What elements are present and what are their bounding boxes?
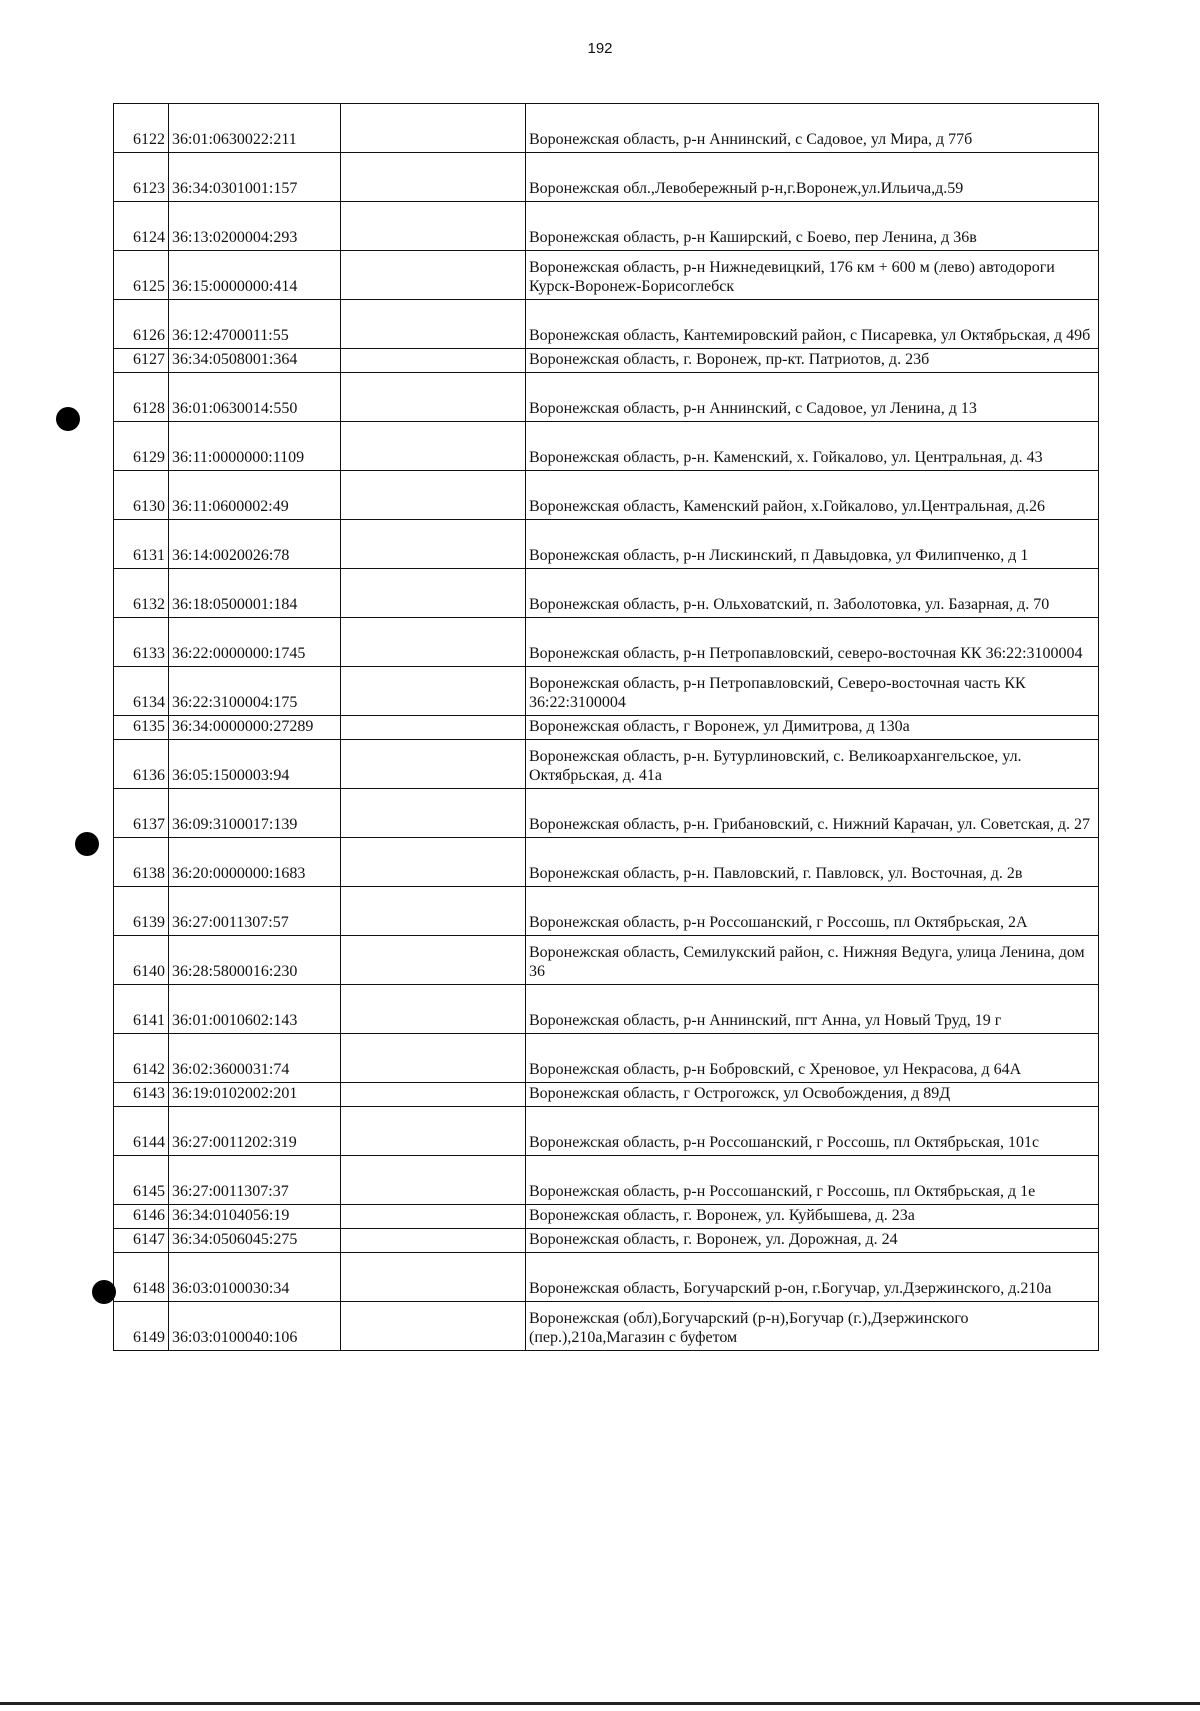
registry-table (113, 103, 1099, 1351)
table-row (114, 1205, 1099, 1229)
cadastral-number: 36:03:0100030:34 (169, 1253, 341, 1302)
row-number: 6122 (114, 104, 169, 153)
empty-cell (341, 104, 526, 153)
row-number: 6143 (114, 1083, 169, 1107)
address-cell: Воронежская область, Каменский район, х.Гойкалово, ул.Центральная, д.26 (526, 471, 1099, 520)
table-row (114, 1083, 1099, 1107)
address-cell: Воронежская область, р-н Аннинский, с Садовое, ул Мира, д 77б (526, 104, 1099, 153)
address-cell: Воронежская область, г. Воронеж, ул. Дорожная, д. 24 (526, 1229, 1099, 1253)
address-cell: Воронежская область, Богучарский р-он, г.Богучар, ул.Дзержинского, д.210а (526, 1253, 1099, 1302)
address-cell: Воронежская область, р-н Лискинский, п Давыдовка, ул Филипченко, д 1 (526, 520, 1099, 569)
row-number: 6136 (114, 740, 169, 789)
scan-edge-line (0, 1702, 1200, 1705)
table-row (114, 1302, 1099, 1351)
empty-cell (341, 1302, 526, 1351)
table-row (114, 618, 1099, 667)
address-cell: Воронежская область, р-н Россошанский, г Россошь, пл Октябрьская, 2А (526, 887, 1099, 936)
cadastral-number: 36:34:0104056:19 (169, 1205, 341, 1229)
cadastral-number: 36:11:0600002:49 (169, 471, 341, 520)
row-number: 6141 (114, 985, 169, 1034)
empty-cell (341, 349, 526, 373)
table-row (114, 789, 1099, 838)
row-number: 6145 (114, 1156, 169, 1205)
cadastral-number: 36:34:0508001:364 (169, 349, 341, 373)
empty-cell (341, 838, 526, 887)
cadastral-number: 36:27:0011202:319 (169, 1107, 341, 1156)
table-row (114, 422, 1099, 471)
row-number: 6132 (114, 569, 169, 618)
cadastral-number: 36:01:0630022:211 (169, 104, 341, 153)
empty-cell (341, 1107, 526, 1156)
address-cell: Воронежская область, г Острогожск, ул Освобождения, д 89Д (526, 1083, 1099, 1107)
row-number: 6124 (114, 202, 169, 251)
address-cell: Воронежская область, р-н. Грибановский, с. Нижний Карачан, ул. Советская, д. 27 (526, 789, 1099, 838)
row-number: 6133 (114, 618, 169, 667)
address-cell: Воронежская область, р-н Петропавловский, северо-восточная КК 36:22:3100004 (526, 618, 1099, 667)
address-cell: Воронежская (обл),Богучарский (р-н),Богучар (г.),Дзержинского (пер.),210а,Магазин с буфетом (526, 1302, 1099, 1351)
address-cell: Воронежская область, р-н. Каменский, х. Гойкалово, ул. Центральная, д. 43 (526, 422, 1099, 471)
table-row (114, 1034, 1099, 1083)
empty-cell (341, 373, 526, 422)
address-cell: Воронежская область, г. Воронеж, ул. Куйбышева, д. 23а (526, 1205, 1099, 1229)
address-cell: Воронежская область, р-н. Бутурлиновский, с. Великоархангельское, ул. Октябрьская, д. 41а (526, 740, 1099, 789)
cadastral-number: 36:22:3100004:175 (169, 667, 341, 716)
table-row (114, 104, 1099, 153)
cadastral-number: 36:05:1500003:94 (169, 740, 341, 789)
table-row (114, 520, 1099, 569)
cadastral-number: 36:27:0011307:57 (169, 887, 341, 936)
table-row (114, 1229, 1099, 1253)
table-row (114, 1107, 1099, 1156)
address-cell: Воронежская область, р-н Россошанский, г Россошь, пл Октябрьская, д 1е (526, 1156, 1099, 1205)
empty-cell (341, 740, 526, 789)
empty-cell (341, 202, 526, 251)
address-cell: Воронежская обл.,Левобережный р-н,г.Воронеж,ул.Ильича,д.59 (526, 153, 1099, 202)
cadastral-number: 36:02:3600031:74 (169, 1034, 341, 1083)
empty-cell (341, 569, 526, 618)
table-row (114, 153, 1099, 202)
punch-hole-mark (56, 407, 80, 431)
table-row (114, 373, 1099, 422)
cadastral-number: 36:01:0010602:143 (169, 985, 341, 1034)
empty-cell (341, 153, 526, 202)
empty-cell (341, 422, 526, 471)
row-number: 6146 (114, 1205, 169, 1229)
row-number: 6125 (114, 251, 169, 300)
cadastral-number: 36:34:0506045:275 (169, 1229, 341, 1253)
row-number: 6123 (114, 153, 169, 202)
empty-cell (341, 936, 526, 985)
empty-cell (341, 520, 526, 569)
empty-cell (341, 789, 526, 838)
cadastral-number: 36:03:0100040:106 (169, 1302, 341, 1351)
cadastral-number: 36:34:0000000:27289 (169, 716, 341, 740)
table-row (114, 667, 1099, 716)
table-row (114, 887, 1099, 936)
cadastral-number: 36:14:0020026:78 (169, 520, 341, 569)
row-number: 6126 (114, 300, 169, 349)
table-row (114, 1156, 1099, 1205)
cadastral-number: 36:19:0102002:201 (169, 1083, 341, 1107)
address-cell: Воронежская область, р-н Аннинский, с Садовое, ул Ленина, д 13 (526, 373, 1099, 422)
cadastral-number: 36:01:0630014:550 (169, 373, 341, 422)
cadastral-number: 36:12:4700011:55 (169, 300, 341, 349)
empty-cell (341, 1083, 526, 1107)
table-row (114, 202, 1099, 251)
address-cell: Воронежская область, г. Воронеж, пр-кт. Патриотов, д. 23б (526, 349, 1099, 373)
empty-cell (341, 251, 526, 300)
row-number: 6127 (114, 349, 169, 373)
punch-hole-mark (75, 832, 99, 856)
empty-cell (341, 667, 526, 716)
row-number: 6148 (114, 1253, 169, 1302)
empty-cell (341, 716, 526, 740)
empty-cell (341, 985, 526, 1034)
cadastral-number: 36:11:0000000:1109 (169, 422, 341, 471)
address-cell: Воронежская область, г Воронеж, ул Димитрова, д 130а (526, 716, 1099, 740)
table-row (114, 1253, 1099, 1302)
empty-cell (341, 618, 526, 667)
row-number: 6129 (114, 422, 169, 471)
address-cell: Воронежская область, р-н. Павловский, г. Павловск, ул. Восточная, д. 2в (526, 838, 1099, 887)
empty-cell (341, 1253, 526, 1302)
table-row (114, 740, 1099, 789)
address-cell: Воронежская область, Кантемировский район, с Писаревка, ул Октябрьская, д 49б (526, 300, 1099, 349)
table-row (114, 985, 1099, 1034)
row-number: 6147 (114, 1229, 169, 1253)
empty-cell (341, 1205, 526, 1229)
row-number: 6130 (114, 471, 169, 520)
address-cell: Воронежская область, р-н Нижнедевицкий, 176 км + 600 м (лево) автодороги Курск-Воронеж-Борисоглебск (526, 251, 1099, 300)
cadastral-number: 36:09:3100017:139 (169, 789, 341, 838)
cadastral-number: 36:22:0000000:1745 (169, 618, 341, 667)
row-number: 6135 (114, 716, 169, 740)
row-number: 6139 (114, 887, 169, 936)
cadastral-number: 36:34:0301001:157 (169, 153, 341, 202)
address-cell: Воронежская область, р-н Бобровский, с Хреновое, ул Некрасова, д 64А (526, 1034, 1099, 1083)
cadastral-number: 36:13:0200004:293 (169, 202, 341, 251)
row-number: 6142 (114, 1034, 169, 1083)
page-number: 192 (587, 40, 613, 57)
table-row (114, 716, 1099, 740)
table-row (114, 300, 1099, 349)
table-row (114, 838, 1099, 887)
table-row (114, 936, 1099, 985)
row-number: 6144 (114, 1107, 169, 1156)
cadastral-number: 36:18:0500001:184 (169, 569, 341, 618)
address-cell: Воронежская область, р-н Аннинский, пгт Анна, ул Новый Труд, 19 г (526, 985, 1099, 1034)
address-cell: Воронежская область, р-н. Ольховатский, п. Заболотовка, ул. Базарная, д. 70 (526, 569, 1099, 618)
empty-cell (341, 300, 526, 349)
empty-cell (341, 1229, 526, 1253)
empty-cell (341, 471, 526, 520)
row-number: 6138 (114, 838, 169, 887)
address-cell: Воронежская область, Семилукский район, с. Нижняя Ведуга, улица Ленина, дом 36 (526, 936, 1099, 985)
row-number: 6149 (114, 1302, 169, 1351)
cadastral-number: 36:20:0000000:1683 (169, 838, 341, 887)
cadastral-number: 36:15:0000000:414 (169, 251, 341, 300)
row-number: 6140 (114, 936, 169, 985)
punch-hole-mark (92, 1280, 116, 1304)
empty-cell (341, 1034, 526, 1083)
address-cell: Воронежская область, р-н Россошанский, г Россошь, пл Октябрьская, 101с (526, 1107, 1099, 1156)
address-cell: Воронежская область, р-н Петропавловский, Северо-восточная часть КК 36:22:3100004 (526, 667, 1099, 716)
table-row (114, 349, 1099, 373)
table-row (114, 251, 1099, 300)
row-number: 6128 (114, 373, 169, 422)
cadastral-number: 36:28:5800016:230 (169, 936, 341, 985)
row-number: 6137 (114, 789, 169, 838)
empty-cell (341, 887, 526, 936)
address-cell: Воронежская область, р-н Каширский, с Боево, пер Ленина, д 36в (526, 202, 1099, 251)
row-number: 6134 (114, 667, 169, 716)
cadastral-number: 36:27:0011307:37 (169, 1156, 341, 1205)
table-row (114, 471, 1099, 520)
row-number: 6131 (114, 520, 169, 569)
empty-cell (341, 1156, 526, 1205)
table-row (114, 569, 1099, 618)
